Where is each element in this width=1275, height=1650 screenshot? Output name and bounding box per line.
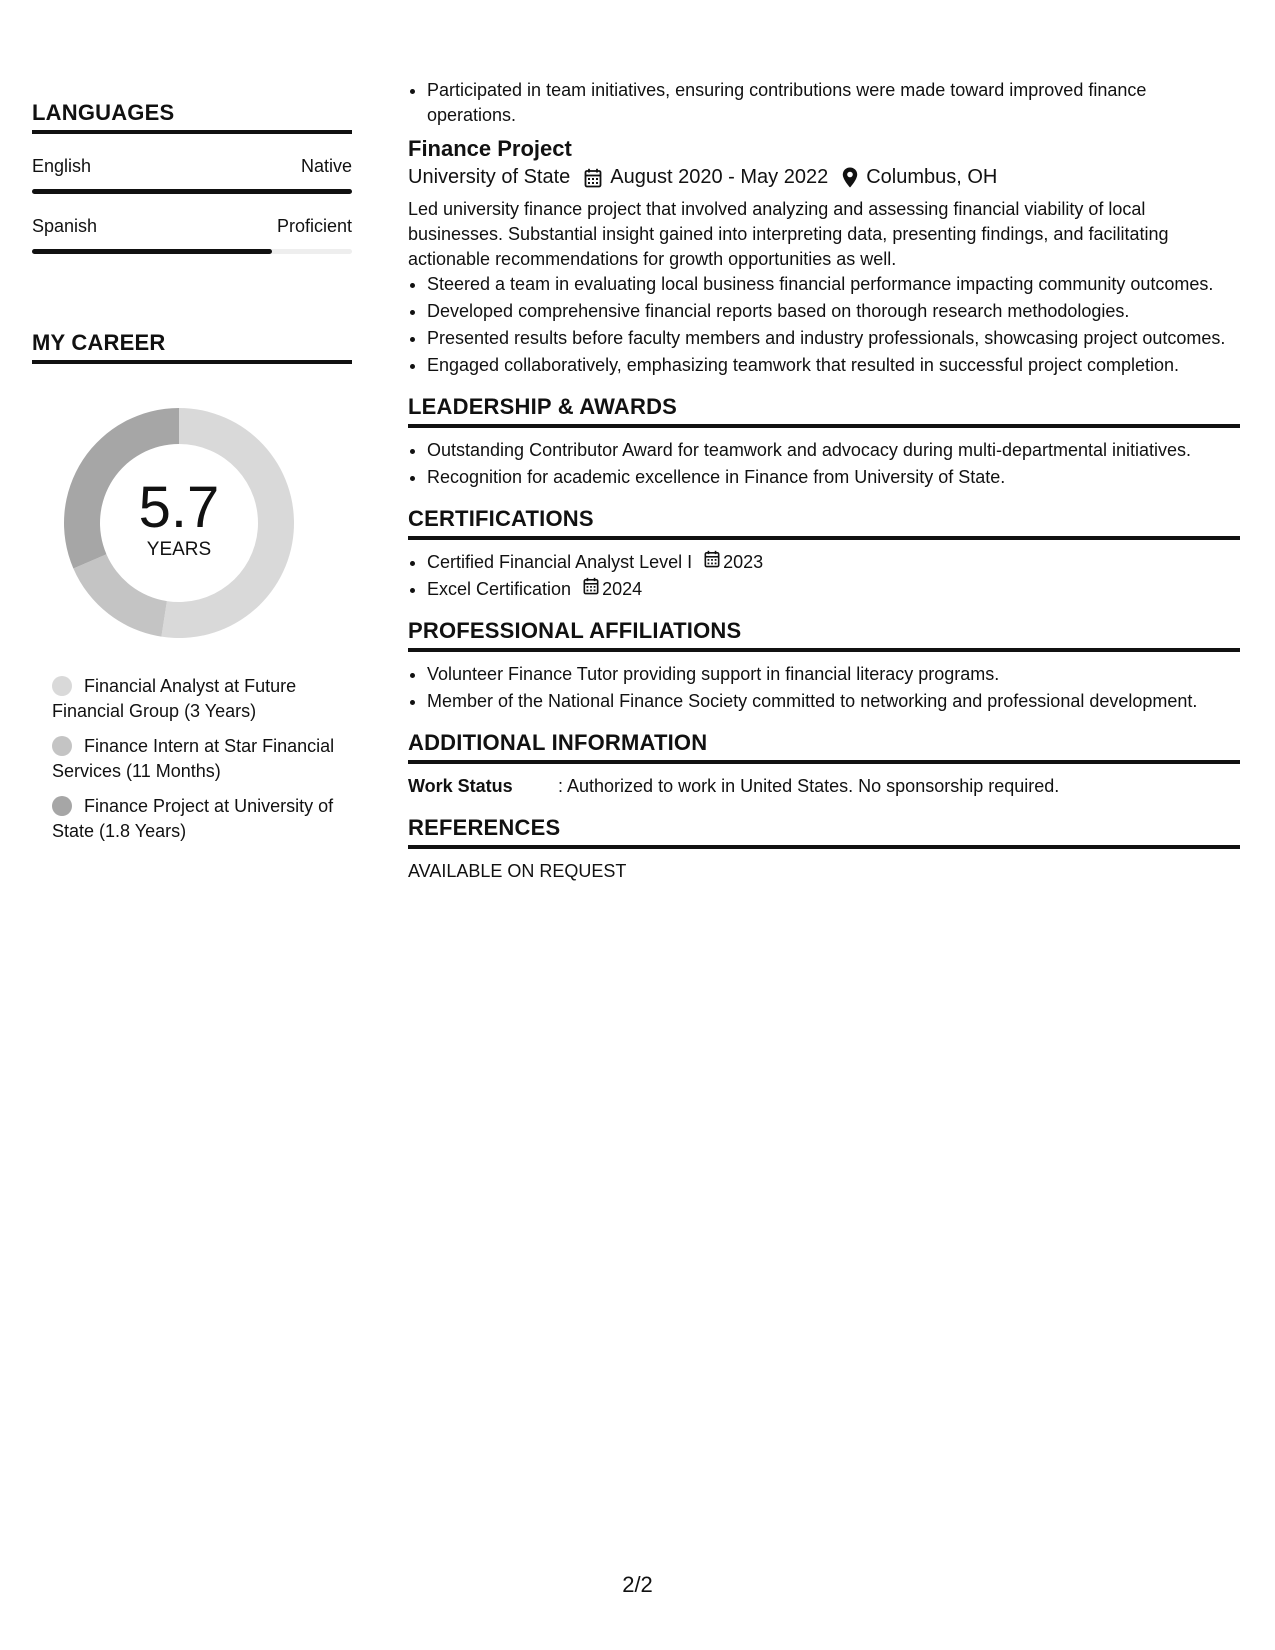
career-total-years: 5.7 [138, 475, 220, 540]
bullet-item: • Engaged collaboratively, emphasizing teamwork that resulted in successful project completion. [427, 353, 1240, 378]
certifications-section [408, 506, 1240, 602]
career-years-unit: YEARS [146, 539, 212, 560]
career-legend-label: Financial Analyst at Future Financial Group (3 Years) [52, 676, 297, 721]
awards-section [408, 394, 1240, 490]
language-name: Spanish [32, 216, 98, 236]
map-pin-icon [842, 167, 858, 188]
project-location: Columbus, OH [866, 166, 998, 188]
affiliations-section [408, 618, 1240, 714]
certification-name: Excel Certification [427, 579, 572, 599]
additional-info-heading: ADDITIONAL INFORMATION [408, 730, 1240, 764]
career-donut-chart [64, 408, 294, 638]
career-heading: MY CAREER [32, 330, 352, 364]
bullet-item: • Presented results before faculty members and industry professionals, showcasing project outcomes. [427, 326, 1240, 351]
work-status-label: Work Status [408, 776, 513, 796]
career-legend-item [52, 674, 342, 724]
project-description: Led university finance project that involved analyzing and assessing financial viability of local businesses. Substantial insight gained into interpreting data, presenting findings, and facilitating actionable recommendations for growth opportunities as well. [408, 199, 1169, 269]
work-status-value: : Authorized to work in United States. No sponsorship required. [558, 776, 1060, 796]
language-level-bar [32, 189, 352, 194]
certifications-heading: CERTIFICATIONS [408, 506, 1240, 540]
affiliations-heading: PROFESSIONAL AFFILIATIONS [408, 618, 1240, 652]
bullet-item: • Steered a team in evaluating local business financial performance impacting community outcomes. [427, 272, 1240, 297]
legend-dot [52, 736, 72, 756]
language-name: English [32, 156, 92, 176]
career-legend-item [52, 794, 342, 844]
language-item [32, 216, 352, 254]
references-text: AVAILABLE ON REQUEST [408, 861, 627, 881]
project-org: University of State [408, 166, 571, 188]
project-dates: August 2020 - May 2022 [610, 166, 829, 188]
affiliation-item: • Volunteer Finance Tutor providing support in financial literacy programs. [427, 662, 1240, 687]
right-column [408, 78, 1240, 884]
project-meta [408, 166, 1240, 189]
certification-item [427, 577, 1240, 602]
language-level-bar [32, 249, 352, 254]
references-section [408, 815, 1240, 884]
page-number: 2/2 [622, 1572, 653, 1597]
career-legend-label: Finance Intern at Star Financial Services (11 Months) [52, 736, 335, 781]
language-level-fill [32, 249, 272, 254]
calendar-icon [704, 550, 723, 575]
career-legend-item [52, 734, 342, 784]
certification-name: Certified Financial Analyst Level I [427, 552, 693, 572]
bullet-item: • Developed comprehensive financial reports based on thorough research methodologies. [427, 299, 1240, 324]
certification-item [427, 550, 1240, 575]
affiliation-item: • Member of the National Finance Society committed to networking and professional development. [427, 689, 1240, 714]
project-bullets [408, 272, 1240, 378]
languages-heading: LANGUAGES [32, 100, 352, 134]
legend-dot [52, 676, 72, 696]
language-item [32, 156, 352, 194]
previous-role-bullets [408, 78, 1240, 128]
career-legend-label: Finance Project at University of State (1.8 Years) [52, 796, 334, 841]
award-item: • Recognition for academic excellence in Finance from University of State. [427, 465, 1240, 490]
awards-heading: LEADERSHIP & AWARDS [408, 394, 1240, 428]
left-column [32, 100, 352, 854]
certification-year: 2023 [723, 552, 764, 572]
certification-year: 2024 [602, 579, 643, 599]
language-level-fill [32, 189, 352, 194]
bullet-item: • Participated in team initiatives, ensuring contributions were made toward improved finance operations. [427, 78, 1240, 128]
award-item: • Outstanding Contributor Award for teamwork and advocacy during multi-departmental initiatives. [427, 438, 1240, 463]
references-heading: REFERENCES [408, 815, 1240, 849]
calendar-icon [583, 577, 602, 602]
language-level: Proficient [276, 216, 352, 236]
project-entry [408, 136, 1240, 378]
language-level: Native [300, 156, 352, 176]
career-legend [52, 674, 342, 844]
calendar-icon [584, 168, 602, 188]
legend-dot [52, 796, 72, 816]
project-title: Finance Project [408, 136, 572, 161]
additional-info-section [408, 730, 1240, 799]
